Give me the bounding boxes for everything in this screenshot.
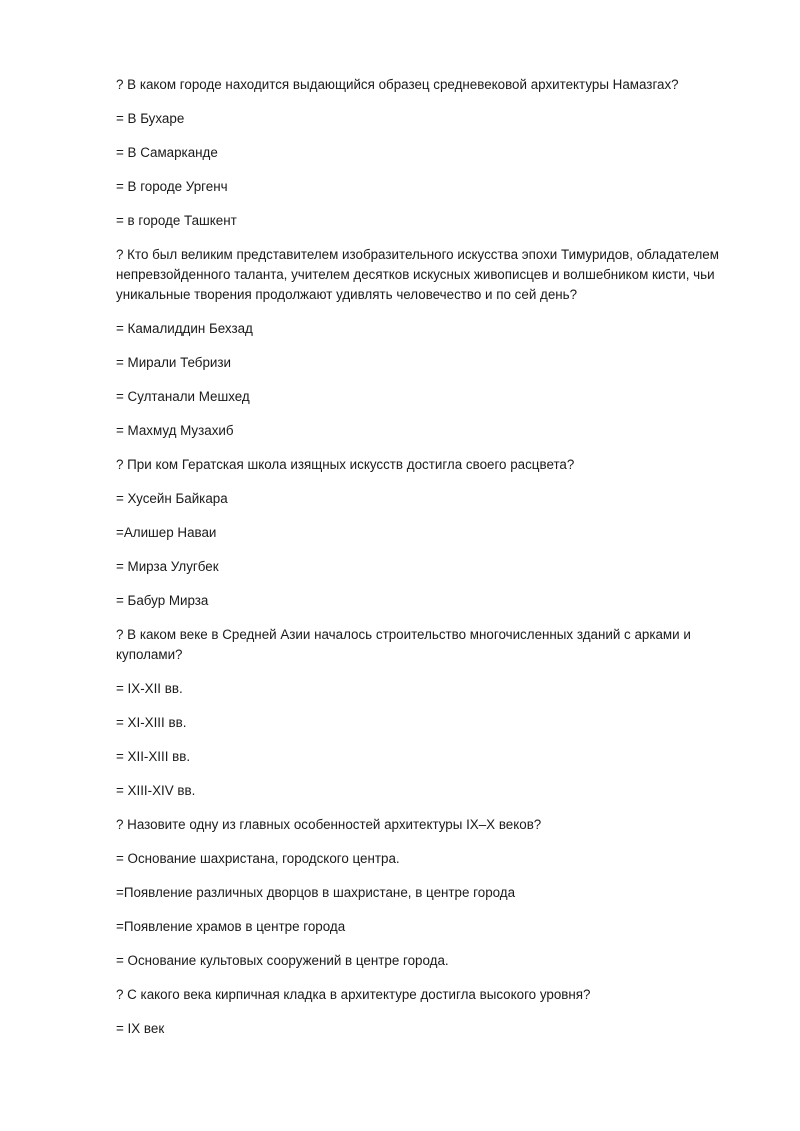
question-text: ? Назовите одну из главных особенностей архитектуры IX–X веков? — [116, 817, 542, 832]
question-text: ? В каком городе находится выдающийся образец средневековой архитектуры Намазгах? — [116, 77, 679, 92]
answer-option: = IX-XII вв. — [116, 681, 183, 696]
answer-option: = Камалиддин Бехзад — [116, 321, 253, 336]
answer-option: = Основание культовых сооружений в центре города. — [116, 953, 449, 968]
answer-option: = Мирза Улугбек — [116, 559, 219, 574]
answer-option: = Султанали Мешхед — [116, 389, 250, 404]
answer-option: = XIII-XIV вв. — [116, 783, 196, 798]
question-text: ? При ком Гератская школа изящных искусств достигла своего расцвета? — [116, 457, 575, 472]
answer-option: = В Бухаре — [116, 111, 185, 126]
answer-option: = В Самарканде — [116, 145, 218, 160]
document-content — [116, 75, 736, 1053]
answer-option: = XI-XIII вв. — [116, 715, 187, 730]
answer-option: = Махмуд Музахиб — [116, 423, 234, 438]
answer-option: =Алишер Наваи — [116, 525, 217, 540]
question-text: ? Кто был великим представителем изобразительного искусства эпохи Тимуридов, обладателем непревзойденного таланта, учителем десятков искусных живописцев и волшебником кисти, чьи уникальные творения продолжают удивлять человечество и по сей день? — [116, 247, 719, 302]
question-text: ? С какого века кирпичная кладка в архитектуре достигла высокого уровня? — [116, 987, 591, 1002]
answer-option: = Мирали Тебризи — [116, 355, 232, 370]
answer-option: = Бабур Мирза — [116, 593, 209, 608]
answer-option: = В городе Ургенч — [116, 179, 228, 194]
answer-option: = Основание шахристана, городского центра. — [116, 851, 400, 866]
answer-option: = XII-XIII вв. — [116, 749, 191, 764]
answer-option: = IX век — [116, 1021, 165, 1036]
answer-option: = в городе Ташкент — [116, 213, 237, 228]
answer-option: =Появление храмов в центре города — [116, 919, 346, 934]
answer-option: = Хусейн Байкара — [116, 491, 228, 506]
question-text: ? В каком веке в Средней Азии началось строительство многочисленных зданий с арками и куполами? — [116, 627, 691, 662]
answer-option: =Появление различных дворцов в шахристане, в центре города — [116, 885, 516, 900]
